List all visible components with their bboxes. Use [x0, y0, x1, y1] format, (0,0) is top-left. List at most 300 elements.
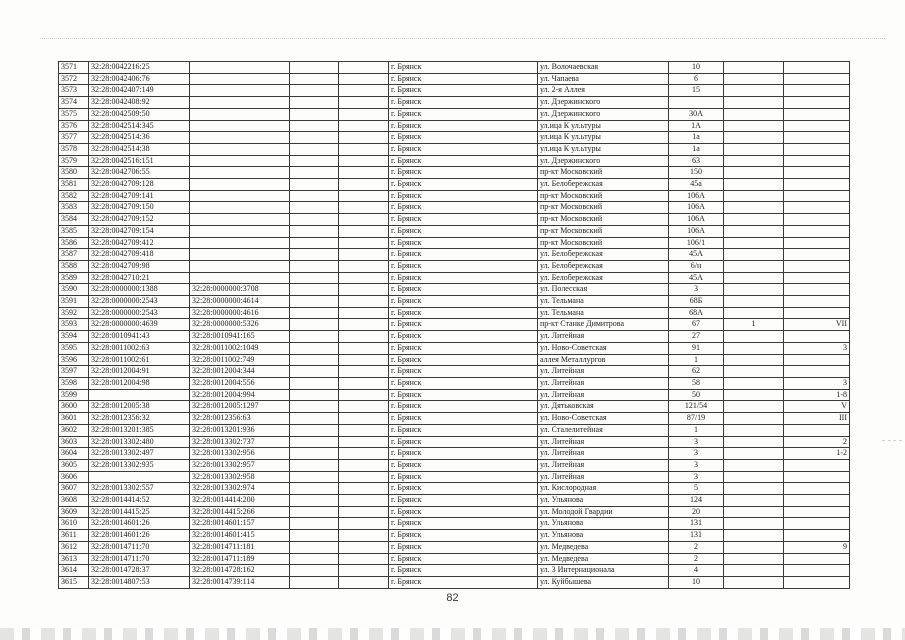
extra-value-cell	[724, 143, 784, 155]
extra-value-cell	[724, 296, 784, 308]
cadastral-number-cell: 32:28:0042514:345	[89, 120, 190, 132]
extra-value-cell	[784, 471, 850, 483]
table-row	[59, 296, 850, 308]
cadastral-number-cell: 32:28:0042516:151	[89, 155, 190, 167]
cadastral-number-cell: 32:28:0013302:497	[89, 448, 190, 460]
blank-cell	[290, 97, 339, 109]
linked-cadastral-number-cell: 32:28:0014711:181	[190, 541, 290, 553]
extra-value-cell	[784, 354, 850, 366]
cadastral-number-cell: 32:28:0010941:43	[89, 331, 190, 343]
blank-cell	[339, 576, 389, 588]
blank-cell	[290, 225, 339, 237]
house-number-cell: 62	[669, 366, 724, 378]
table-row	[59, 319, 850, 331]
table-row	[59, 272, 850, 284]
house-number-cell: 4	[669, 565, 724, 577]
extra-value-cell	[784, 576, 850, 588]
linked-cadastral-number-cell: 32:28:0014414:200	[190, 495, 290, 507]
blank-cell	[290, 576, 339, 588]
row-number-cell: 3602	[59, 424, 89, 436]
blank-cell	[339, 225, 389, 237]
extra-value-cell	[724, 307, 784, 319]
cadastral-number-cell: 32:28:0042514:36	[89, 132, 190, 144]
street-cell: ул. Полесская	[538, 284, 669, 296]
linked-cadastral-number-cell: 32:28:0000000:5326	[190, 319, 290, 331]
house-number-cell: 15	[669, 85, 724, 97]
city-cell: г. Брянск	[389, 237, 538, 249]
blank-cell	[290, 190, 339, 202]
cadastral-number-cell: 32:28:0000000:1388	[89, 284, 190, 296]
cadastral-number-cell: 32:28:0014414:52	[89, 495, 190, 507]
street-cell: ул. Литейная	[538, 471, 669, 483]
table-row	[59, 483, 850, 495]
house-number-cell: 106/1	[669, 237, 724, 249]
street-cell: ул. Дзержинского	[538, 97, 669, 109]
city-cell: г. Брянск	[389, 284, 538, 296]
blank-cell	[290, 366, 339, 378]
extra-value-cell	[784, 424, 850, 436]
row-number-cell: 3596	[59, 354, 89, 366]
linked-cadastral-number-cell	[190, 214, 290, 226]
blank-cell	[339, 85, 389, 97]
row-number-cell: 3603	[59, 436, 89, 448]
table-row	[59, 108, 850, 120]
house-number-cell: 3	[669, 436, 724, 448]
blank-cell	[290, 413, 339, 425]
city-cell: г. Брянск	[389, 108, 538, 120]
blank-cell	[290, 518, 339, 530]
extra-value-cell	[784, 483, 850, 495]
street-cell: пр-кт Московский	[538, 190, 669, 202]
row-number-cell: 3581	[59, 179, 89, 191]
city-cell: г. Брянск	[389, 377, 538, 389]
blank-cell	[339, 459, 389, 471]
row-number-cell: 3580	[59, 167, 89, 179]
house-number-cell: 106А	[669, 190, 724, 202]
linked-cadastral-number-cell: 32:28:0012004:994	[190, 389, 290, 401]
street-cell: пр-кт Московский	[538, 225, 669, 237]
blank-cell	[290, 73, 339, 85]
row-number-cell: 3612	[59, 541, 89, 553]
cadastral-number-cell: 32:28:0042709:128	[89, 179, 190, 191]
linked-cadastral-number-cell	[190, 202, 290, 214]
table-row	[59, 471, 850, 483]
extra-value-cell	[724, 85, 784, 97]
row-number-cell: 3576	[59, 120, 89, 132]
extra-value-cell	[724, 155, 784, 167]
linked-cadastral-number-cell	[190, 108, 290, 120]
house-number-cell: 3	[669, 459, 724, 471]
blank-cell	[290, 541, 339, 553]
linked-cadastral-number-cell: 32:28:0014601:415	[190, 530, 290, 542]
house-number-cell: 106А	[669, 225, 724, 237]
linked-cadastral-number-cell: 32:28:0012004:344	[190, 366, 290, 378]
house-number-cell: 106А	[669, 214, 724, 226]
linked-cadastral-number-cell: 32:28:0013302:957	[190, 459, 290, 471]
table-row	[59, 377, 850, 389]
table-row	[59, 73, 850, 85]
city-cell: г. Брянск	[389, 85, 538, 97]
house-number-cell: 3	[669, 284, 724, 296]
cadastral-number-cell: 32:28:0014415:25	[89, 506, 190, 518]
street-cell: пр-кт Московский	[538, 167, 669, 179]
blank-cell	[339, 249, 389, 261]
linked-cadastral-number-cell	[190, 132, 290, 144]
city-cell: г. Брянск	[389, 179, 538, 191]
cadastral-number-cell: 32:28:0042216:25	[89, 62, 190, 74]
extra-value-cell	[724, 553, 784, 565]
cadastral-number-cell: 32:28:0012005:38	[89, 401, 190, 413]
linked-cadastral-number-cell: 32:28:0012005:1297	[190, 401, 290, 413]
house-number-cell: 91	[669, 342, 724, 354]
extra-value-cell	[724, 120, 784, 132]
extra-value-cell	[784, 225, 850, 237]
extra-value-cell	[784, 506, 850, 518]
street-cell: ул. Тельмана	[538, 296, 669, 308]
blank-cell	[290, 377, 339, 389]
blank-cell	[290, 448, 339, 460]
street-cell: ул. Молодой Гвардии	[538, 506, 669, 518]
street-cell: ул. Литейная	[538, 459, 669, 471]
extra-value-cell	[724, 190, 784, 202]
street-cell: ул.ица К ул.ьтуры	[538, 143, 669, 155]
cadastral-number-cell: 32:28:0042408:92	[89, 97, 190, 109]
row-number-cell: 3598	[59, 377, 89, 389]
extra-value-cell	[784, 167, 850, 179]
linked-cadastral-number-cell: 32:28:0014739:114	[190, 576, 290, 588]
linked-cadastral-number-cell	[190, 97, 290, 109]
extra-value-cell	[784, 179, 850, 191]
house-number-cell: 87/19	[669, 413, 724, 425]
linked-cadastral-number-cell	[190, 190, 290, 202]
linked-cadastral-number-cell	[190, 167, 290, 179]
scan-bottom-edge	[0, 628, 905, 640]
extra-value-cell	[784, 296, 850, 308]
row-number-cell: 3600	[59, 401, 89, 413]
blank-cell	[339, 319, 389, 331]
house-number-cell: 68Б	[669, 296, 724, 308]
linked-cadastral-number-cell: 32:28:0012004:556	[190, 377, 290, 389]
street-cell: ул. Волочаевская	[538, 62, 669, 74]
city-cell: г. Брянск	[389, 190, 538, 202]
house-number-cell: 10	[669, 62, 724, 74]
house-number-cell: 5	[669, 483, 724, 495]
blank-cell	[290, 354, 339, 366]
scan-edge-mark	[882, 440, 902, 441]
city-cell: г. Брянск	[389, 565, 538, 577]
city-cell: г. Брянск	[389, 132, 538, 144]
street-cell: ул. Литейная	[538, 389, 669, 401]
extra-value-cell	[784, 553, 850, 565]
house-number-cell: 45А	[669, 272, 724, 284]
linked-cadastral-number-cell	[190, 73, 290, 85]
row-number-cell: 3589	[59, 272, 89, 284]
street-cell: ул. Белобережская	[538, 272, 669, 284]
city-cell: г. Брянск	[389, 506, 538, 518]
extra-value-cell	[724, 62, 784, 74]
blank-cell	[290, 260, 339, 272]
city-cell: г. Брянск	[389, 413, 538, 425]
blank-cell	[339, 214, 389, 226]
house-number-cell: 1	[669, 424, 724, 436]
table-row	[59, 401, 850, 413]
linked-cadastral-number-cell	[190, 272, 290, 284]
blank-cell	[290, 179, 339, 191]
table-row	[59, 495, 850, 507]
extra-value-cell	[724, 97, 784, 109]
blank-cell	[339, 132, 389, 144]
extra-value-cell	[784, 260, 850, 272]
street-cell: ул. Литейная	[538, 436, 669, 448]
linked-cadastral-number-cell: 32:28:0014711:189	[190, 553, 290, 565]
extra-value-cell	[724, 389, 784, 401]
extra-value-cell	[724, 459, 784, 471]
city-cell: г. Брянск	[389, 424, 538, 436]
street-cell: ул. 3 Интернационала	[538, 565, 669, 577]
extra-value-cell: 1	[724, 319, 784, 331]
row-number-cell: 3582	[59, 190, 89, 202]
table-row	[59, 424, 850, 436]
blank-cell	[339, 272, 389, 284]
street-cell: пр-кт Московский	[538, 214, 669, 226]
extra-value-cell	[724, 167, 784, 179]
linked-cadastral-number-cell: 32:28:0000000:3708	[190, 284, 290, 296]
extra-value-cell: III	[784, 413, 850, 425]
house-number-cell: 1а	[669, 143, 724, 155]
row-number-cell: 3588	[59, 260, 89, 272]
row-number-cell: 3593	[59, 319, 89, 331]
cadastral-number-cell: 32:28:0000000:2543	[89, 307, 190, 319]
table-row	[59, 167, 850, 179]
cadastral-number-cell: 32:28:0042509:50	[89, 108, 190, 120]
blank-cell	[339, 553, 389, 565]
blank-cell	[290, 389, 339, 401]
extra-value-cell: VII	[784, 319, 850, 331]
street-cell: ул. Ульянова	[538, 530, 669, 542]
extra-value-cell: 3	[784, 377, 850, 389]
linked-cadastral-number-cell	[190, 155, 290, 167]
city-cell: г. Брянск	[389, 260, 538, 272]
extra-value-cell	[724, 377, 784, 389]
blank-cell	[290, 155, 339, 167]
street-cell: ул. Ново-Советская	[538, 342, 669, 354]
extra-value-cell	[784, 108, 850, 120]
linked-cadastral-number-cell	[190, 225, 290, 237]
street-cell: ул. Белобережская	[538, 249, 669, 261]
city-cell: г. Брянск	[389, 389, 538, 401]
house-number-cell: 45А	[669, 249, 724, 261]
cadastral-number-cell: 32:28:0042709:152	[89, 214, 190, 226]
table-row	[59, 120, 850, 132]
cadastral-number-cell: 32:28:0013201:385	[89, 424, 190, 436]
city-cell: г. Брянск	[389, 143, 538, 155]
blank-cell	[339, 179, 389, 191]
linked-cadastral-number-cell: 32:28:0013302:737	[190, 436, 290, 448]
row-number-cell: 3572	[59, 73, 89, 85]
row-number-cell: 3575	[59, 108, 89, 120]
city-cell: г. Брянск	[389, 471, 538, 483]
blank-cell	[290, 565, 339, 577]
street-cell: ул. Медведева	[538, 553, 669, 565]
house-number-cell	[669, 97, 724, 109]
city-cell: г. Брянск	[389, 225, 538, 237]
register-table	[58, 61, 850, 589]
extra-value-cell	[724, 260, 784, 272]
blank-cell	[290, 307, 339, 319]
row-number-cell: 3573	[59, 85, 89, 97]
blank-cell	[290, 237, 339, 249]
street-cell: ул.ица К ул.ьтуры	[538, 120, 669, 132]
extra-value-cell	[724, 108, 784, 120]
house-number-cell: 131	[669, 530, 724, 542]
cadastral-number-cell: 32:28:0042706:55	[89, 167, 190, 179]
linked-cadastral-number-cell	[190, 237, 290, 249]
city-cell: г. Брянск	[389, 495, 538, 507]
cadastral-number-cell: 32:28:0013302:557	[89, 483, 190, 495]
street-cell: ул. Ульянова	[538, 495, 669, 507]
extra-value-cell	[784, 366, 850, 378]
cadastral-number-cell: 32:28:0042709:418	[89, 249, 190, 261]
house-number-cell: 63	[669, 155, 724, 167]
house-number-cell: 68А	[669, 307, 724, 319]
blank-cell	[290, 495, 339, 507]
city-cell: г. Брянск	[389, 553, 538, 565]
blank-cell	[339, 296, 389, 308]
city-cell: г. Брянск	[389, 331, 538, 343]
table-row	[59, 179, 850, 191]
street-cell: ул. Сталелитейная	[538, 424, 669, 436]
house-number-cell: 1а	[669, 132, 724, 144]
blank-cell	[290, 214, 339, 226]
extra-value-cell	[724, 342, 784, 354]
extra-value-cell	[724, 541, 784, 553]
row-number-cell: 3595	[59, 342, 89, 354]
row-number-cell: 3614	[59, 565, 89, 577]
blank-cell	[339, 401, 389, 413]
linked-cadastral-number-cell: 32:28:0014728:162	[190, 565, 290, 577]
extra-value-cell	[784, 272, 850, 284]
blank-cell	[339, 377, 389, 389]
street-cell: ул. Литейная	[538, 366, 669, 378]
cadastral-number-cell: 32:28:0014601:26	[89, 518, 190, 530]
cadastral-number-cell: 32:28:0042406:76	[89, 73, 190, 85]
row-number-cell: 3571	[59, 62, 89, 74]
linked-cadastral-number-cell: 32:28:0010941:165	[190, 331, 290, 343]
extra-value-cell	[784, 190, 850, 202]
cadastral-number-cell: 32:28:0012356:32	[89, 413, 190, 425]
blank-cell	[339, 436, 389, 448]
row-number-cell: 3599	[59, 389, 89, 401]
row-number-cell: 3601	[59, 413, 89, 425]
row-number-cell: 3607	[59, 483, 89, 495]
blank-cell	[290, 459, 339, 471]
table-row	[59, 85, 850, 97]
extra-value-cell	[784, 214, 850, 226]
blank-cell	[339, 190, 389, 202]
extra-value-cell	[724, 495, 784, 507]
table-row	[59, 366, 850, 378]
extra-value-cell	[784, 530, 850, 542]
extra-value-cell: V	[784, 401, 850, 413]
city-cell: г. Брянск	[389, 354, 538, 366]
table-row	[59, 354, 850, 366]
blank-cell	[339, 424, 389, 436]
table-row	[59, 541, 850, 553]
table-row	[59, 190, 850, 202]
extra-value-cell	[724, 366, 784, 378]
extra-value-cell	[784, 143, 850, 155]
row-number-cell: 3577	[59, 132, 89, 144]
extra-value-cell	[724, 424, 784, 436]
cadastral-number-cell: 32:28:0013302:935	[89, 459, 190, 471]
city-cell: г. Брянск	[389, 296, 538, 308]
blank-cell	[339, 237, 389, 249]
street-cell: ул. Ульянова	[538, 518, 669, 530]
extra-value-cell	[724, 401, 784, 413]
blank-cell	[290, 553, 339, 565]
linked-cadastral-number-cell: 32:28:0013302:974	[190, 483, 290, 495]
blank-cell	[339, 307, 389, 319]
city-cell: г. Брянск	[389, 202, 538, 214]
street-cell: аллея Металлургов	[538, 354, 669, 366]
row-number-cell: 3597	[59, 366, 89, 378]
row-number-cell: 3592	[59, 307, 89, 319]
row-number-cell: 3606	[59, 471, 89, 483]
extra-value-cell	[724, 225, 784, 237]
table-row	[59, 389, 850, 401]
house-number-cell: 121/54	[669, 401, 724, 413]
city-cell: г. Брянск	[389, 401, 538, 413]
house-number-cell: 50	[669, 389, 724, 401]
cadastral-number-cell: 32:28:0012004:98	[89, 377, 190, 389]
city-cell: г. Брянск	[389, 448, 538, 460]
table-row	[59, 331, 850, 343]
house-number-cell: 2	[669, 553, 724, 565]
extra-value-cell: 2	[784, 436, 850, 448]
table-row	[59, 97, 850, 109]
blank-cell	[290, 85, 339, 97]
city-cell: г. Брянск	[389, 459, 538, 471]
table-row	[59, 506, 850, 518]
linked-cadastral-number-cell	[190, 179, 290, 191]
cadastral-number-cell: 32:28:0000000:4639	[89, 319, 190, 331]
linked-cadastral-number-cell: 32:28:0013302:958	[190, 471, 290, 483]
cadastral-number-cell: 32:28:0042709:141	[89, 190, 190, 202]
extra-value-cell: 9	[784, 541, 850, 553]
table-row	[59, 342, 850, 354]
blank-cell	[290, 296, 339, 308]
street-cell: ул. Ново-Советская	[538, 413, 669, 425]
row-number-cell: 3605	[59, 459, 89, 471]
linked-cadastral-number-cell	[190, 249, 290, 261]
street-cell: ул. Дятьковская	[538, 401, 669, 413]
row-number-cell: 3587	[59, 249, 89, 261]
blank-cell	[290, 167, 339, 179]
linked-cadastral-number-cell: 32:28:0011002:749	[190, 354, 290, 366]
city-cell: г. Брянск	[389, 319, 538, 331]
cadastral-number-cell: 32:28:0014728:37	[89, 565, 190, 577]
row-number-cell: 3591	[59, 296, 89, 308]
table-row	[59, 260, 850, 272]
blank-cell	[290, 202, 339, 214]
table-row	[59, 155, 850, 167]
table-row	[59, 249, 850, 261]
city-cell: г. Брянск	[389, 307, 538, 319]
street-cell: пр-кт Станке Димитрова	[538, 319, 669, 331]
street-cell: пр-кт Московский	[538, 237, 669, 249]
table-row	[59, 576, 850, 588]
table-row	[59, 132, 850, 144]
